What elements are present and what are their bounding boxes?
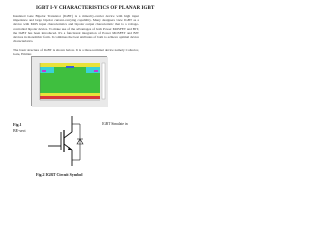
region-gate	[66, 66, 74, 68]
igbt-circuit-symbol	[40, 114, 104, 170]
igbt-simulation-label: IGBT Simulate in	[102, 122, 128, 126]
region-collector	[40, 96, 100, 99]
figure-1-sublabel: BE-sect	[13, 128, 26, 133]
page-title: IGBT I-V CHARACTERISTICS OF PLANAR IGBT	[36, 6, 155, 11]
region-emitter-right	[94, 70, 98, 72]
structure-paragraph: The basic structure of IGBT is shown below. It is a three-terminal device namely Collector, Gate, Emitter.	[13, 48, 139, 57]
intro-paragraph: Insulated Gate Bipolar Transistor (IGBT) is a minority-carrier device with high input impedance and large bipolar current-carrying capability. Many designers view IGBT as a device with MOS input characteristics and bipolar output characteristic that is a voltage-controlled bipolar device. To make use of the advantages of both Power MOSFET and BJT, the IGBT has been introduced. It's a functional integration of Power MOSFET and BJT devices in monolithic form. It combines the best attributes of both to achieve optimal device characteristics.	[13, 14, 139, 44]
igbt-structure-simulation-image	[31, 56, 107, 106]
region-emitter-left	[42, 70, 46, 72]
collector-branch	[64, 132, 72, 138]
simulation-plot	[32, 57, 108, 107]
figure-1-label: Fig.1	[13, 122, 22, 127]
color-scale	[102, 63, 105, 99]
figure-2-caption: Fig.2 IGBT Circuit Symbol	[36, 172, 83, 177]
region-buffer	[40, 93, 100, 96]
